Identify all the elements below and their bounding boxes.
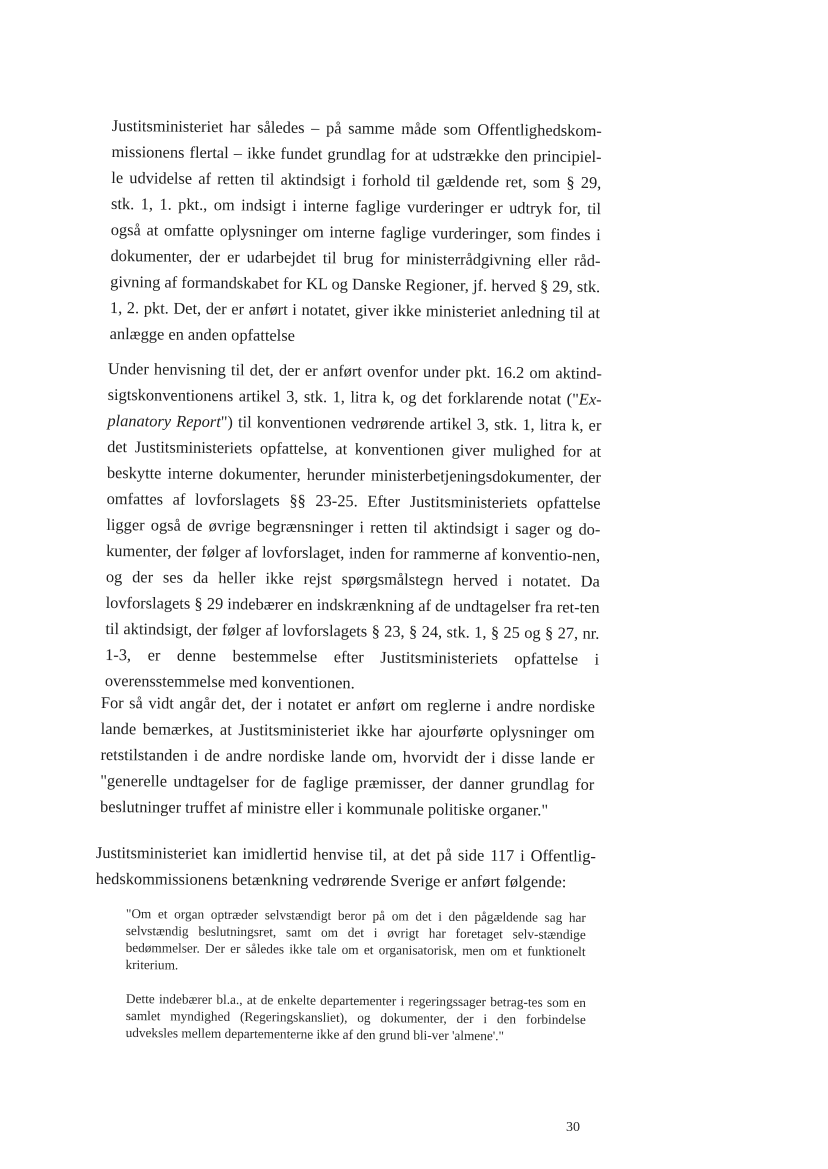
block-quote-1: "Om et organ optræder selvstændigt beror på om det i den pågældende sag har selvstændig beslutningsret, samt om det i øvrigt har foretaget selv-stændige bedømmelser. Der er således ikke tale om et organisatorisk, men om et funktionelt kriterium.: [125, 905, 586, 973]
paragraph-2-text-before: Under henvisning til det, der er anført ovenfor under pkt. 16.2 om aktind-sigtskonventionens artikel 3, stk. 1, litra k, og det forklarende notat (": [107, 358, 602, 409]
paragraph-2-text-after: ") til konventionen vedrørende artikel 3, stk. 1, litra k, er det Justitsministeriets opfattelse, at konventionen giver mulighed for at beskytte interne dokumenter, herunder ministerbetjeningsdokumenter, der omfattes af lovforslagets §§ 23-25. Efter Justitsministeriets opfattelse ligger også de øvrige begrænsninger i retten til aktindsigt i sager og do-kumenter, der følger af lovforslaget, inden for rammerne af konventio-nen, og der ses da heller ikke rejst spørgsmålstegn herved i notatet. Da lovforslagets § 29 indebærer en indskrænkning af de undtagelser fra ret-ten til aktindsigt, der følger af lovforslagets § 23, § 24, stk. 1, § 25 og § 27, nr. 1-3, er denne bestemmelse efter Justitsministeriets opfattelse i overensstemmelse med konventionen.: [104, 412, 602, 693]
paragraph-1: Justitsministeriet har således – på samme måde som Offentlighedskom-missionens flertal – ikke fundet grundlag for at udstrække den principiel-le udvidelse af retten til aktindsigt i forhold til gældende ret, som § 29, stk. 1, 1. pkt., om indsigt i interne faglige vurderinger er udtryk for, til også at omfatte oplysninger om interne faglige vurderinger, som findes i dokumenter, der er udarbejdet til brug for ministerrådgivning eller råd-givning af formandskabet for KL og Danske Regioner, jf. herved § 29, stk. 1, 2. pkt. Det, der er anført i notatet, giver ikke ministeriet anledning til at anlægge en anden opfattelse: [109, 115, 602, 345]
paragraph-4: Justitsministeriet kan imidlertid henvise til, at det på side 117 i Offentlig-hedskommissionens betænkning vedrørende Sverige er anført følgende:: [95, 842, 596, 892]
paragraph-3: For så vidt angår det, der i notatet er anført om reglerne i andre nordiske lande bemærkes, at Justitsministeriet ikke har ajourførte oplysninger om retstilstanden i de andre nordiske lande om, hvorvidt der i disse lande er "generelle undtagelser for de faglige præmisser, der danner grundlag for beslutninger truffet af ministre eller i kommunale politiske organer.": [100, 692, 595, 820]
block-quote-2: Dette indebærer bl.a., at de enkelte departementer i regeringssager betrag-tes som en samlet myndighed (Regeringskansliet), og dokumenter, der i den forbindelse udveksles mellem departementerne ikke af den grund bli-ver 'almene'.": [125, 990, 586, 1044]
paragraph-2-italic-title: Ex-planatory Report: [107, 389, 602, 432]
page-number: 30: [566, 1120, 580, 1135]
paragraph-2: [105, 356, 602, 699]
